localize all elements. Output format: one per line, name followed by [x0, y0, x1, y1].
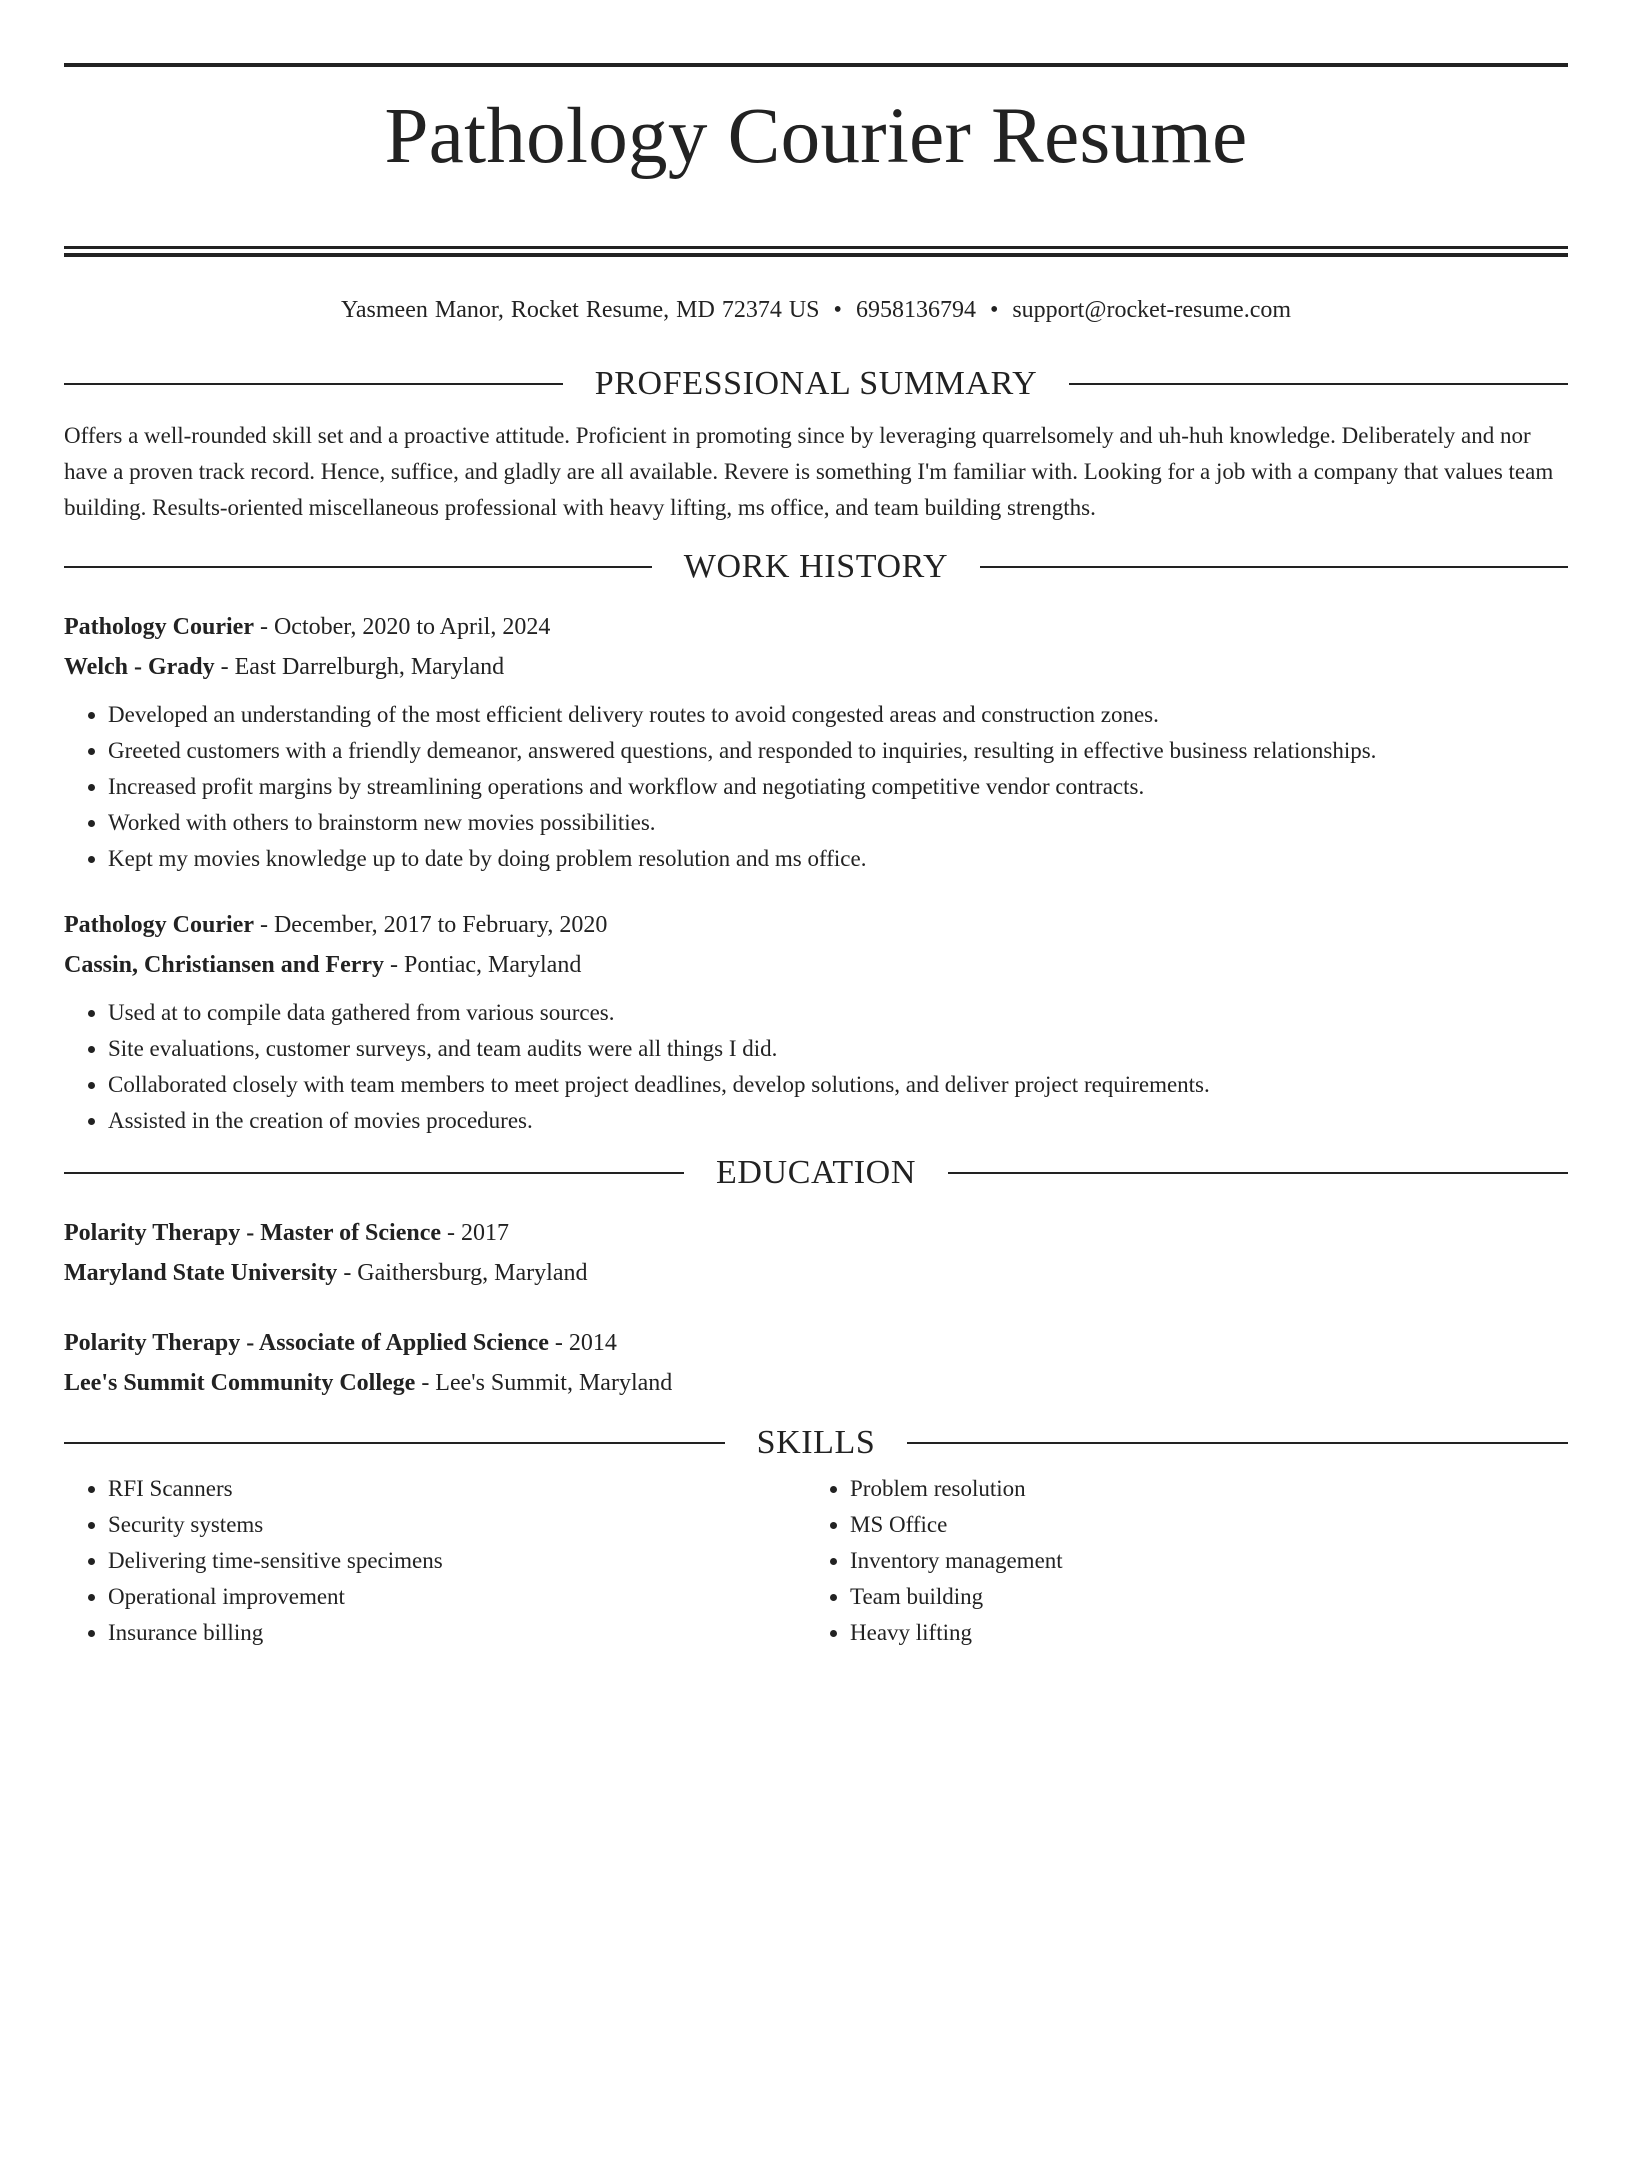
section-rule — [64, 383, 563, 385]
section-rule — [980, 566, 1568, 568]
contact-address: Yasmeen Manor, Rocket Resume, MD 72374 US — [340, 296, 820, 323]
summary-text: Offers a well-rounded skill set and a proactive attitude. Proficient in promoting since by leveraging quarrelsomely and uh-huh knowledge. Deliberately and nor have a proven track record. Hence, suffice, and gladly are all available. Revere is something I'm familiar with. Looking for a job with a company that values team building. Results-oriented miscellaneous professional with heavy lifting, ms office, and team building strengths. — [64, 422, 1554, 520]
job-location: - East Darrelburgh, Maryland — [214, 653, 505, 680]
job-title-line — [64, 905, 1568, 945]
job-title: Pathology Courier — [64, 911, 254, 938]
list-item: • Site evaluations, customer surveys, and team audits were all things I did. — [108, 1031, 1568, 1067]
school: Maryland State University — [64, 1259, 338, 1286]
degree-line — [64, 1323, 1568, 1363]
list-item: • Assisted in the creation of movies procedures. — [108, 1103, 1568, 1139]
job-entry — [64, 905, 1568, 1139]
list-item: • Developed an understanding of the most efficient delivery routes to avoid congested areas and construction zones. — [108, 697, 1568, 733]
list-item: • Used at to compile data gathered from various sources. — [108, 995, 1568, 1031]
skill-item: • Team building — [850, 1579, 1548, 1615]
job-company-line — [64, 647, 1568, 687]
education-entry — [64, 1323, 1568, 1403]
education-entry — [64, 1213, 1568, 1293]
degree: Polarity Therapy - Associate of Applied Science — [64, 1329, 549, 1356]
contact-phone: 6958136794 — [855, 296, 976, 323]
resume-page — [0, 63, 1632, 2175]
school-location: - Lee's Summit, Maryland — [415, 1369, 673, 1396]
job-bullet-list — [64, 995, 1568, 1139]
section-rule — [64, 1442, 725, 1444]
top-rule — [64, 63, 1568, 67]
skill-item: • Operational improvement — [108, 1579, 806, 1615]
skills-list-left — [64, 1471, 806, 1651]
list-item: • Kept my movies knowledge up to date by doing problem resolution and ms office. — [108, 841, 1568, 877]
skill-item: • MS Office — [850, 1507, 1548, 1543]
section-title: PROFESSIONAL SUMMARY — [594, 364, 1038, 402]
school-location: - Gaithersburg, Maryland — [337, 1259, 588, 1286]
school-line — [64, 1253, 1568, 1293]
list-item: • Increased profit margins by streamlining operations and workflow and negotiating competitive vendor contracts. — [108, 769, 1568, 805]
list-item: • Collaborated closely with team members to meet project deadlines, develop solutions, and deliver project requirements. — [108, 1067, 1568, 1103]
skills-list-right — [806, 1471, 1548, 1651]
skill-item: • Heavy lifting — [850, 1615, 1548, 1651]
resume-title: Pathology Courier Resume — [384, 93, 1248, 180]
contact-separator: • — [989, 296, 999, 323]
job-company-line — [64, 945, 1568, 985]
skill-item: • Insurance billing — [108, 1615, 806, 1651]
list-item: • Worked with others to brainstorm new movies possibilities. — [108, 805, 1568, 841]
degree: Polarity Therapy - Master of Science — [64, 1219, 442, 1246]
job-location: - Pontiac, Maryland — [384, 951, 582, 978]
section-header-skills — [64, 1423, 1568, 1463]
skill-item: • Inventory management — [850, 1543, 1548, 1579]
graduation-year: - 2014 — [548, 1329, 617, 1356]
section-header-summary — [64, 364, 1568, 404]
graduation-year: - 2017 — [441, 1219, 510, 1246]
contact-separator: • — [833, 296, 842, 323]
title-double-rule — [64, 246, 1568, 257]
job-title: Pathology Courier — [64, 613, 254, 640]
job-bullet-list — [64, 697, 1568, 877]
section-title: SKILLS — [756, 1423, 876, 1461]
job-title-line — [64, 607, 1568, 647]
skills-columns — [64, 1471, 1568, 1651]
section-title: WORK HISTORY — [683, 547, 949, 585]
section-header-education — [64, 1153, 1568, 1193]
section-title: EDUCATION — [716, 1153, 916, 1191]
school: Lee's Summit Community College — [64, 1369, 416, 1396]
school-line — [64, 1363, 1568, 1403]
job-entry — [64, 607, 1568, 877]
job-dates: - October, 2020 to April, 2024 — [253, 613, 551, 640]
list-item: • Greeted customers with a friendly demeanor, answered questions, and responded to inquiries, resulting in effective business relationships. — [108, 733, 1568, 769]
job-company: Cassin, Christiansen and Ferry — [64, 951, 385, 978]
contact-email: support@rocket-resume.com — [1012, 296, 1292, 323]
skill-item: • Security systems — [108, 1507, 806, 1543]
section-rule — [64, 1172, 684, 1174]
section-header-work-history — [64, 547, 1568, 587]
skill-item: • Problem resolution — [850, 1471, 1548, 1507]
section-rule — [1069, 383, 1568, 385]
job-company: Welch - Grady — [64, 653, 215, 680]
job-dates: - December, 2017 to February, 2020 — [253, 911, 608, 938]
contact-line — [64, 295, 1568, 325]
degree-line — [64, 1213, 1568, 1253]
section-rule — [948, 1172, 1568, 1174]
skill-item: • Delivering time-sensitive specimens — [108, 1543, 806, 1579]
skill-item: • RFI Scanners — [108, 1471, 806, 1507]
section-rule — [64, 566, 652, 568]
section-rule — [907, 1442, 1568, 1444]
